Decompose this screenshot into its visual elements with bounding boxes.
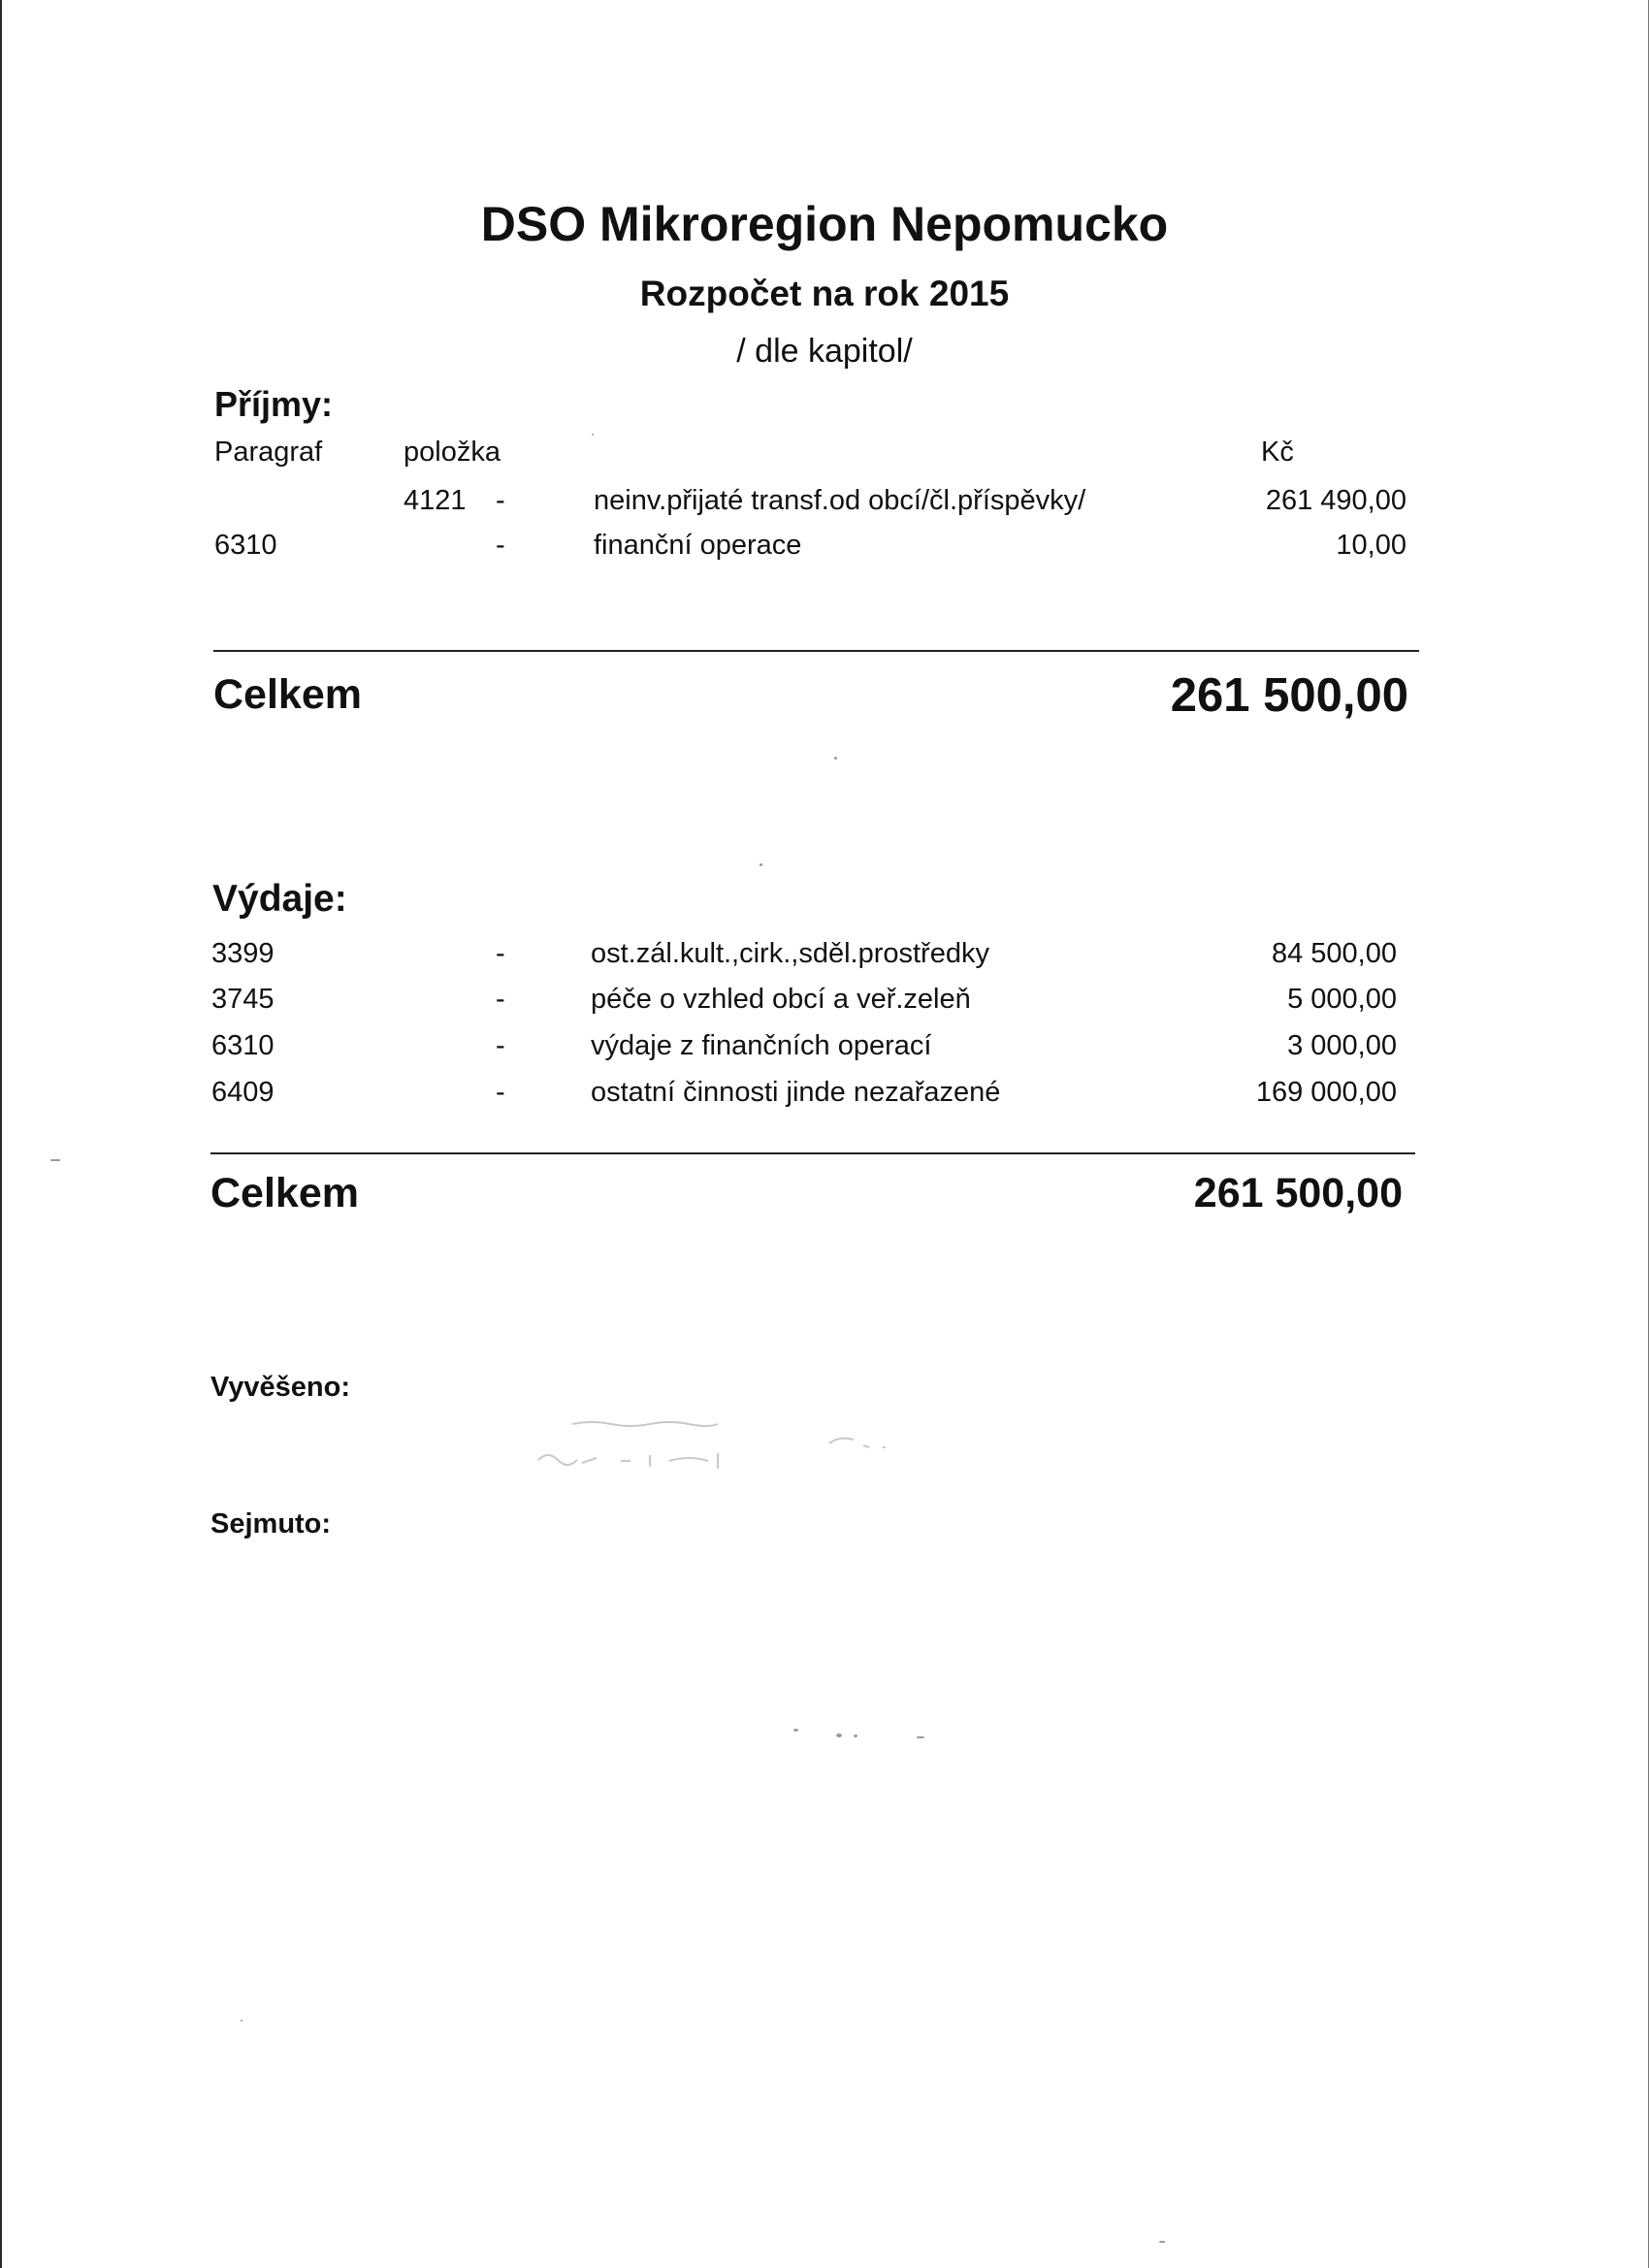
expense-row-dash: - bbox=[496, 984, 505, 1015]
expense-row-paragraf: 3399 bbox=[211, 938, 275, 969]
faint-stamp-mark bbox=[534, 1416, 902, 1484]
expense-row-description: péče o vzhled obcí a veř.zeleň bbox=[591, 984, 971, 1015]
expense-row-description: ostatní činnosti jinde nezařazené bbox=[591, 1077, 1001, 1108]
document-subtitle: Rozpočet na rok 2015 bbox=[639, 274, 1010, 313]
expense-row-amount: 5 000,00 bbox=[1287, 984, 1397, 1015]
scan-speck bbox=[592, 434, 594, 436]
scan-speck bbox=[917, 1736, 924, 1738]
income-row-description: neinv.přijaté transf.od obcí/čl.příspěvky/ bbox=[594, 485, 1086, 516]
income-col-paragraf: Paragraf bbox=[214, 437, 323, 468]
scan-speck bbox=[50, 1159, 60, 1161]
income-row-dash: - bbox=[496, 485, 505, 516]
expenses-total-label: Celkem bbox=[210, 1170, 359, 1216]
income-row-paragraf: 6310 bbox=[214, 530, 277, 561]
scan-speck bbox=[793, 1729, 798, 1732]
income-col-polozka: položka bbox=[404, 437, 501, 468]
expenses-divider bbox=[210, 1152, 1415, 1154]
document-note: / dle kapitol/ bbox=[736, 333, 913, 370]
scan-speck bbox=[834, 757, 837, 760]
expenses-total-value: 261 500,00 bbox=[1193, 1170, 1403, 1216]
income-col-kc: Kč bbox=[1261, 437, 1294, 468]
expense-row-amount: 169 000,00 bbox=[1255, 1077, 1397, 1108]
expenses-heading: Výdaje: bbox=[212, 878, 347, 920]
income-row-amount: 261 490,00 bbox=[1265, 485, 1406, 516]
income-row-amount: 10,00 bbox=[1336, 530, 1406, 561]
expense-row-paragraf: 6409 bbox=[211, 1077, 275, 1108]
income-heading: Příjmy: bbox=[214, 384, 334, 424]
expense-row-paragraf: 6310 bbox=[211, 1030, 275, 1061]
expense-row-amount: 84 500,00 bbox=[1271, 938, 1397, 969]
income-divider bbox=[213, 650, 1419, 652]
income-row-polozka: 4121 bbox=[404, 485, 467, 516]
expense-row-dash: - bbox=[496, 1030, 505, 1061]
expense-row-description: ost.zál.kult.,cirk.,sděl.prostředky bbox=[591, 938, 989, 969]
income-total-label: Celkem bbox=[213, 671, 362, 718]
scan-speck bbox=[836, 1733, 842, 1737]
scan-speck bbox=[1159, 2241, 1165, 2243]
expense-row-dash: - bbox=[496, 1077, 505, 1108]
removed-label: Sejmuto: bbox=[210, 1508, 332, 1539]
expense-row-dash: - bbox=[496, 938, 505, 969]
scan-speck bbox=[241, 2020, 242, 2022]
expense-row-paragraf: 3745 bbox=[211, 984, 275, 1015]
expense-row-description: výdaje z finančních operací bbox=[591, 1030, 932, 1061]
expense-row-amount: 3 000,00 bbox=[1287, 1030, 1397, 1061]
posted-label: Vyvěšeno: bbox=[210, 1372, 350, 1403]
income-total-value: 261 500,00 bbox=[1170, 669, 1408, 722]
document-title: DSO Mikroregion Nepomucko bbox=[480, 197, 1169, 251]
income-row-description: finanční operace bbox=[594, 530, 802, 561]
scan-speck bbox=[854, 1734, 857, 1737]
income-row-dash: - bbox=[496, 530, 505, 561]
scan-speck bbox=[760, 863, 762, 866]
